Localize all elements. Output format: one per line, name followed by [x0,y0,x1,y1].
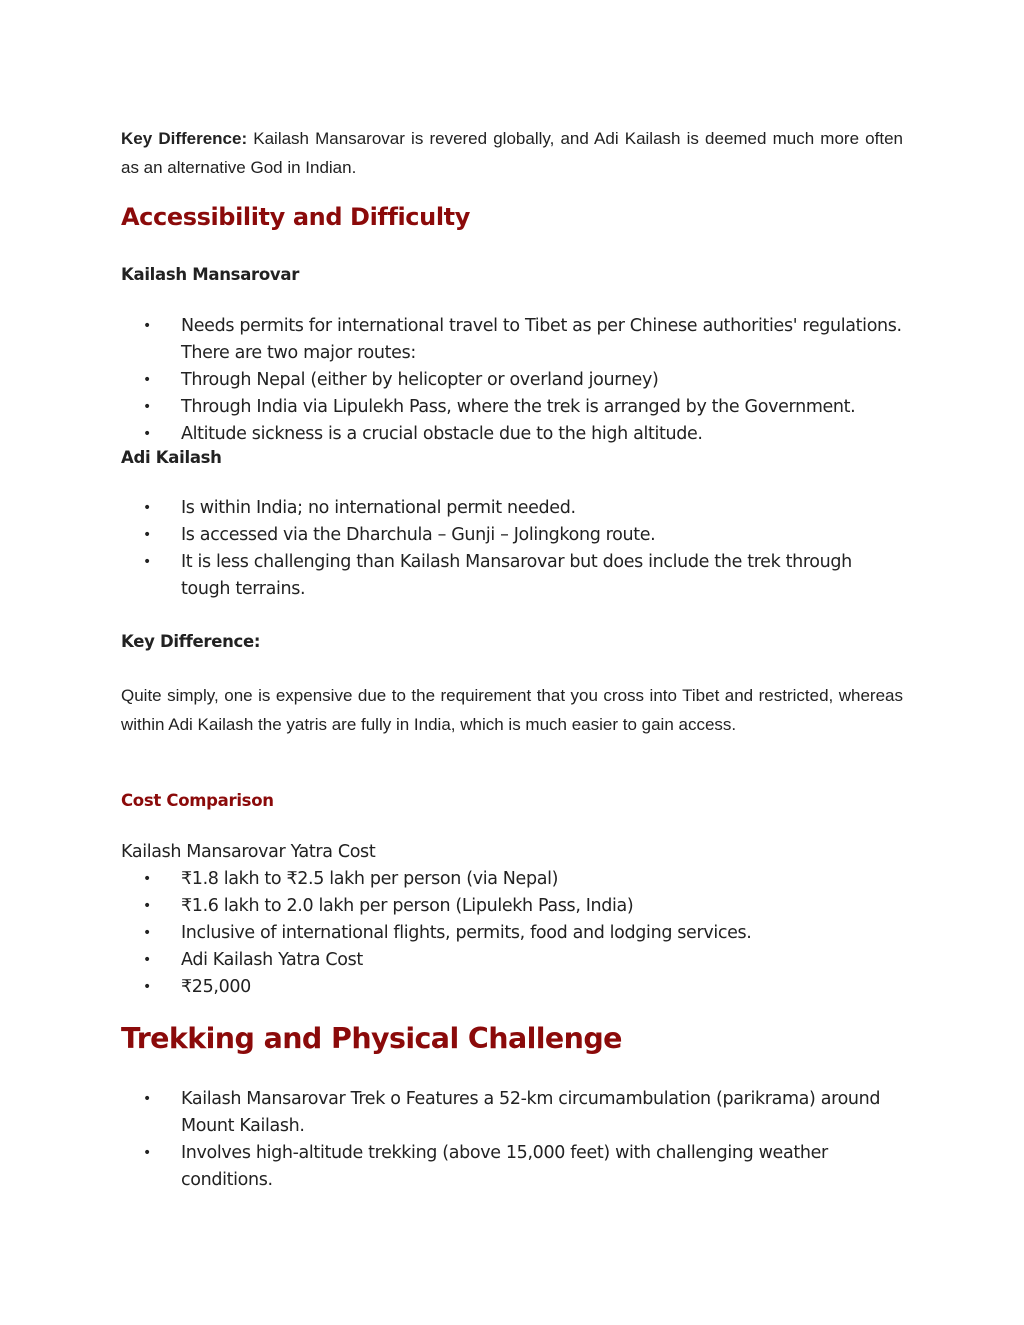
list-item: • ₹25,000 [121,974,903,1001]
list-item: • Adi Kailash Yatra Cost [121,947,903,974]
intro-text: Kailash Mansarovar is revered globally, and Adi Kailash is deemed much more often as an alternative God in Indian. [121,129,903,177]
km-cost-label: Kailash Mansarovar Yatra Cost [121,842,376,862]
list-item: • It is less challenging than Kailash Mansarovar but does include the trek through tough terrains. [121,549,903,603]
list-item: • Involves high-altitude trekking (above 15,000 feet) with challenging weather conditions. [121,1140,903,1194]
key-difference-paragraph: Quite simply, one is expensive due to the requirement that you cross into Tibet and restricted, whereas within Adi Kailash the yatris are fully in India, which is much easier to gain access. [121,686,903,734]
bullet-icon: • [143,318,151,334]
bullet-icon: • [143,898,151,914]
bullet-icon: • [143,500,151,516]
heading-cost-comparison: Cost Comparison [121,791,274,810]
heading-accessibility: Accessibility and Difficulty [121,203,470,231]
bullet-icon: • [143,372,151,388]
list-item: • Inclusive of international flights, permits, food and lodging services. [121,920,903,947]
km-access-list [121,313,903,448]
trekking-list [121,1086,903,1194]
list-item: • Kailash Mansarovar Trek o Features a 52-km circumambulation (parikrama) around Mount Kailash. [121,1086,903,1140]
bullet-icon: • [143,554,151,570]
subheading-kailash-mansarovar: Kailash Mansarovar [121,265,300,284]
bullet-icon: • [143,426,151,442]
subheading-adi-kailash: Adi Kailash [121,448,222,467]
list-item: • ₹1.8 lakh to ₹2.5 lakh per person (via Nepal) [121,866,903,893]
bullet-icon: • [143,399,151,415]
subheading-key-difference: Key Difference: [121,632,261,651]
intro-paragraph [121,124,903,182]
list-item: • Is within India; no international permit needed. [121,495,903,522]
list-item: • Needs permits for international travel to Tibet as per Chinese authorities' regulations. There are two major routes: [121,313,903,367]
bullet-icon: • [143,1091,151,1107]
intro-lead: Key Difference: [121,129,248,148]
bullet-icon: • [143,952,151,968]
list-item: • Through Nepal (either by helicopter or overland journey) [121,367,903,394]
cost-list [121,866,903,1001]
bullet-icon: • [143,979,151,995]
adi-access-list [121,495,903,603]
list-item: • Through India via Lipulekh Pass, where the trek is arranged by the Government. [121,394,903,421]
bullet-icon: • [143,1145,151,1161]
list-item: • ₹1.6 lakh to 2.0 lakh per person (Lipulekh Pass, India) [121,893,903,920]
list-item: • Is accessed via the Dharchula – Gunji – Jolingkong route. [121,522,903,549]
bullet-icon: • [143,925,151,941]
bullet-icon: • [143,527,151,543]
list-item: • Altitude sickness is a crucial obstacle due to the high altitude. [121,421,903,448]
bullet-icon: • [143,871,151,887]
heading-trekking: Trekking and Physical Challenge [121,1022,622,1055]
